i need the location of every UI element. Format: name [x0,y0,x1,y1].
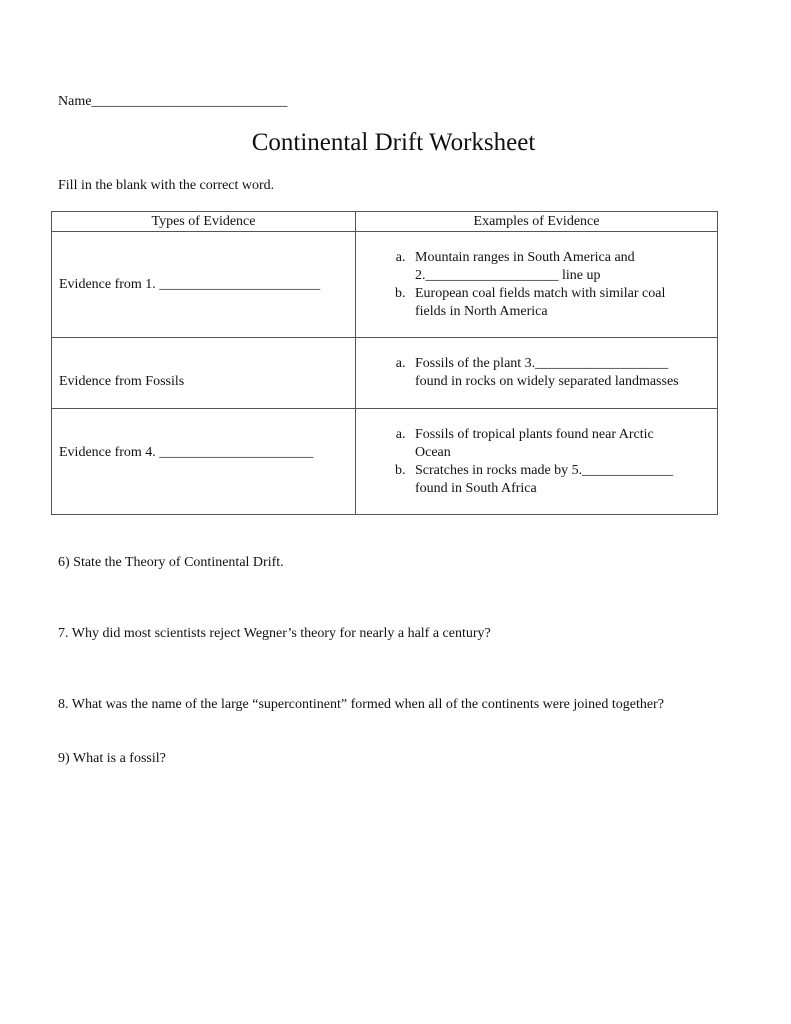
question-9: 9) What is a fossil? [58,751,166,766]
example-line: b. European coal fields match with similar coal [415,285,666,301]
evidence-table [51,211,718,515]
question-7: 7. Why did most scientists reject Wegner’s theory for nearly a half a century? [58,626,491,641]
column-header-types: Types of Evidence [52,212,356,232]
example-line: fields in North America [415,303,548,319]
list-item [409,355,717,391]
example-line: Ocean [415,444,451,460]
evidence-examples-cell [356,409,718,515]
example-line: a. Fossils of tropical plants found near Arctic [415,426,654,442]
example-line: a. Mountain ranges in South America and [415,249,635,265]
list-item [409,462,717,498]
evidence-type-cell[interactable]: Evidence from 4. ______________________ [52,409,356,515]
example-line-blank[interactable]: 2.___________________ line up [415,267,601,283]
list-item [409,249,717,285]
evidence-type-cell[interactable]: Evidence from 1. _______________________ [52,232,356,338]
evidence-examples-cell [356,232,718,338]
list-item [409,426,717,462]
column-header-examples: Examples of Evidence [356,212,718,232]
table-row [52,338,718,409]
evidence-examples-cell [356,338,718,409]
list-item [409,285,717,321]
table-row [52,409,718,515]
question-8: 8. What was the name of the large “supercontinent” formed when all of the continents were joined together? [58,697,664,712]
page-title: Continental Drift Worksheet [251,129,536,156]
question-6: 6) State the Theory of Continental Drift. [58,555,284,570]
instructions: Fill in the blank with the correct word. [58,178,275,193]
name-field-line[interactable]: Name____________________________ [58,94,288,109]
table-header-row [52,212,718,232]
example-line-blank[interactable]: a. Fossils of the plant 3.___________________ [415,356,669,371]
example-line: found in South Africa [415,480,537,496]
evidence-type-cell: Evidence from Fossils [52,338,356,409]
example-line: found in rocks on widely separated landmasses [415,374,679,389]
example-line-blank[interactable]: b. Scratches in rocks made by 5._____________ [415,462,674,478]
table-row [52,232,718,338]
